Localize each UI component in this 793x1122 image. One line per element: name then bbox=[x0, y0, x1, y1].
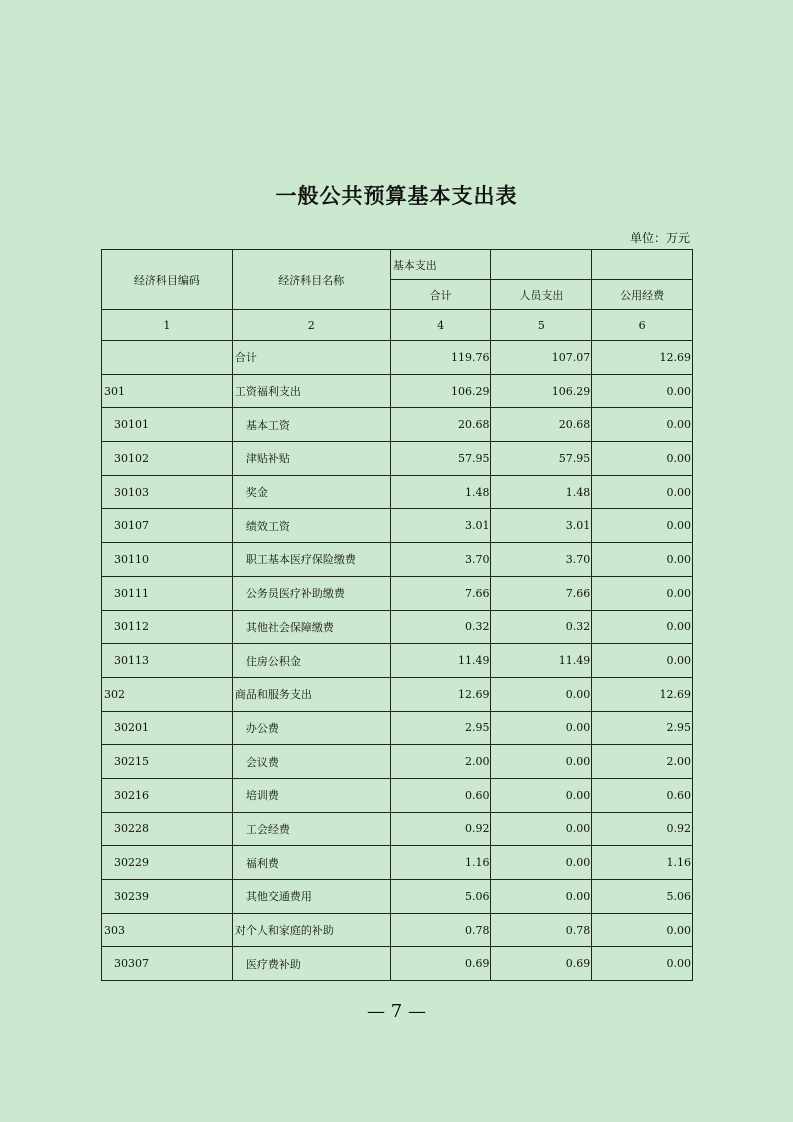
row-code: 30201 bbox=[102, 711, 233, 745]
row-name: 其他交通费用 bbox=[232, 880, 390, 914]
row-personnel: 1.48 bbox=[491, 475, 592, 509]
row-personnel: 0.00 bbox=[491, 745, 592, 779]
row-name: 对个人和家庭的补助 bbox=[232, 913, 390, 947]
table-row bbox=[102, 576, 693, 610]
row-code: 30307 bbox=[102, 947, 233, 981]
row-public: 0.00 bbox=[592, 509, 693, 543]
row-name: 商品和服务支出 bbox=[232, 677, 390, 711]
table-row bbox=[102, 947, 693, 981]
budget-table bbox=[101, 249, 693, 981]
row-public: 12.69 bbox=[592, 341, 693, 375]
row-name: 住房公积金 bbox=[232, 644, 390, 678]
row-name: 合计 bbox=[232, 341, 390, 375]
row-total: 0.60 bbox=[390, 778, 491, 812]
row-public: 2.95 bbox=[592, 711, 693, 745]
table-row bbox=[102, 509, 693, 543]
row-code: 30107 bbox=[102, 509, 233, 543]
table-row bbox=[102, 812, 693, 846]
row-name: 福利费 bbox=[232, 846, 390, 880]
header-blank-2 bbox=[592, 250, 693, 280]
row-personnel: 0.00 bbox=[491, 812, 592, 846]
table-row bbox=[102, 846, 693, 880]
row-total: 5.06 bbox=[390, 880, 491, 914]
row-total: 2.95 bbox=[390, 711, 491, 745]
row-code: 30101 bbox=[102, 408, 233, 442]
index-cell: 6 bbox=[592, 310, 693, 341]
row-personnel: 3.01 bbox=[491, 509, 592, 543]
row-personnel: 0.00 bbox=[491, 880, 592, 914]
row-code: 30102 bbox=[102, 442, 233, 476]
header-public: 公用经费 bbox=[592, 280, 693, 310]
row-total: 1.48 bbox=[390, 475, 491, 509]
table-row bbox=[102, 408, 693, 442]
row-name: 绩效工资 bbox=[232, 509, 390, 543]
table-row bbox=[102, 442, 693, 476]
header-personnel: 人员支出 bbox=[491, 280, 592, 310]
row-total: 20.68 bbox=[390, 408, 491, 442]
row-personnel: 0.00 bbox=[491, 677, 592, 711]
row-name: 公务员医疗补助缴费 bbox=[232, 576, 390, 610]
header-total: 合计 bbox=[390, 280, 491, 310]
row-public: 0.00 bbox=[592, 408, 693, 442]
row-personnel: 20.68 bbox=[491, 408, 592, 442]
row-code: 30239 bbox=[102, 880, 233, 914]
row-name: 培训费 bbox=[232, 778, 390, 812]
table-row bbox=[102, 913, 693, 947]
page-title: 一般公共预算基本支出表 bbox=[275, 184, 518, 208]
table-row bbox=[102, 610, 693, 644]
row-personnel: 0.78 bbox=[491, 913, 592, 947]
table-row bbox=[102, 880, 693, 914]
row-total: 7.66 bbox=[390, 576, 491, 610]
row-total: 3.70 bbox=[390, 543, 491, 577]
row-personnel: 0.00 bbox=[491, 846, 592, 880]
row-code: 303 bbox=[102, 913, 233, 947]
table-row bbox=[102, 475, 693, 509]
row-public: 0.00 bbox=[592, 913, 693, 947]
row-personnel: 57.95 bbox=[491, 442, 592, 476]
row-code: 30216 bbox=[102, 778, 233, 812]
index-row bbox=[102, 310, 693, 341]
row-public: 0.92 bbox=[592, 812, 693, 846]
table-row bbox=[102, 374, 693, 408]
index-cell: 4 bbox=[390, 310, 491, 341]
row-personnel: 0.00 bbox=[491, 711, 592, 745]
page-number: — 7 — bbox=[367, 1001, 426, 1022]
header-blank-1 bbox=[491, 250, 592, 280]
row-public: 5.06 bbox=[592, 880, 693, 914]
table-row bbox=[102, 644, 693, 678]
row-total: 0.78 bbox=[390, 913, 491, 947]
row-public: 0.00 bbox=[592, 644, 693, 678]
row-total: 12.69 bbox=[390, 677, 491, 711]
row-personnel: 11.49 bbox=[491, 644, 592, 678]
row-name: 职工基本医疗保险缴费 bbox=[232, 543, 390, 577]
row-total: 1.16 bbox=[390, 846, 491, 880]
table-row bbox=[102, 711, 693, 745]
row-total: 57.95 bbox=[390, 442, 491, 476]
row-personnel: 7.66 bbox=[491, 576, 592, 610]
row-code: 30112 bbox=[102, 610, 233, 644]
index-cell: 1 bbox=[102, 310, 233, 341]
row-public: 0.00 bbox=[592, 543, 693, 577]
row-public: 0.00 bbox=[592, 475, 693, 509]
row-name: 工会经费 bbox=[232, 812, 390, 846]
row-total: 0.69 bbox=[390, 947, 491, 981]
row-public: 0.00 bbox=[592, 576, 693, 610]
row-code: 30215 bbox=[102, 745, 233, 779]
row-code: 30103 bbox=[102, 475, 233, 509]
row-public: 0.00 bbox=[592, 374, 693, 408]
unit-label: 单位：万元 bbox=[629, 231, 690, 245]
row-personnel: 107.07 bbox=[491, 341, 592, 375]
row-name: 其他社会保障缴费 bbox=[232, 610, 390, 644]
row-code: 301 bbox=[102, 374, 233, 408]
row-public: 0.60 bbox=[592, 778, 693, 812]
row-personnel: 0.32 bbox=[491, 610, 592, 644]
row-code: 30228 bbox=[102, 812, 233, 846]
header-basic: 基本支出 bbox=[390, 250, 491, 280]
index-cell: 2 bbox=[232, 310, 390, 341]
row-personnel: 3.70 bbox=[491, 543, 592, 577]
row-total: 0.32 bbox=[390, 610, 491, 644]
row-name: 会议费 bbox=[232, 745, 390, 779]
row-code bbox=[102, 341, 233, 375]
row-public: 0.00 bbox=[592, 947, 693, 981]
row-name: 办公费 bbox=[232, 711, 390, 745]
table-row bbox=[102, 543, 693, 577]
row-total: 3.01 bbox=[390, 509, 491, 543]
table-row bbox=[102, 341, 693, 375]
table-row bbox=[102, 778, 693, 812]
row-public: 0.00 bbox=[592, 442, 693, 476]
header-code: 经济科目编码 bbox=[102, 250, 233, 310]
table-row bbox=[102, 745, 693, 779]
row-total: 0.92 bbox=[390, 812, 491, 846]
row-total: 106.29 bbox=[390, 374, 491, 408]
row-total: 2.00 bbox=[390, 745, 491, 779]
header-row-1 bbox=[102, 250, 693, 280]
row-code: 30110 bbox=[102, 543, 233, 577]
table-row bbox=[102, 677, 693, 711]
row-total: 119.76 bbox=[390, 341, 491, 375]
row-code: 30111 bbox=[102, 576, 233, 610]
header-name: 经济科目名称 bbox=[232, 250, 390, 310]
row-name: 津贴补贴 bbox=[232, 442, 390, 476]
row-name: 奖金 bbox=[232, 475, 390, 509]
row-personnel: 0.69 bbox=[491, 947, 592, 981]
row-public: 2.00 bbox=[592, 745, 693, 779]
row-code: 30113 bbox=[102, 644, 233, 678]
row-code: 302 bbox=[102, 677, 233, 711]
row-name: 基本工资 bbox=[232, 408, 390, 442]
row-personnel: 0.00 bbox=[491, 778, 592, 812]
row-name: 工资福利支出 bbox=[232, 374, 390, 408]
row-public: 1.16 bbox=[592, 846, 693, 880]
row-public: 0.00 bbox=[592, 610, 693, 644]
row-public: 12.69 bbox=[592, 677, 693, 711]
row-total: 11.49 bbox=[390, 644, 491, 678]
row-personnel: 106.29 bbox=[491, 374, 592, 408]
index-cell: 5 bbox=[491, 310, 592, 341]
row-name: 医疗费补助 bbox=[232, 947, 390, 981]
row-code: 30229 bbox=[102, 846, 233, 880]
